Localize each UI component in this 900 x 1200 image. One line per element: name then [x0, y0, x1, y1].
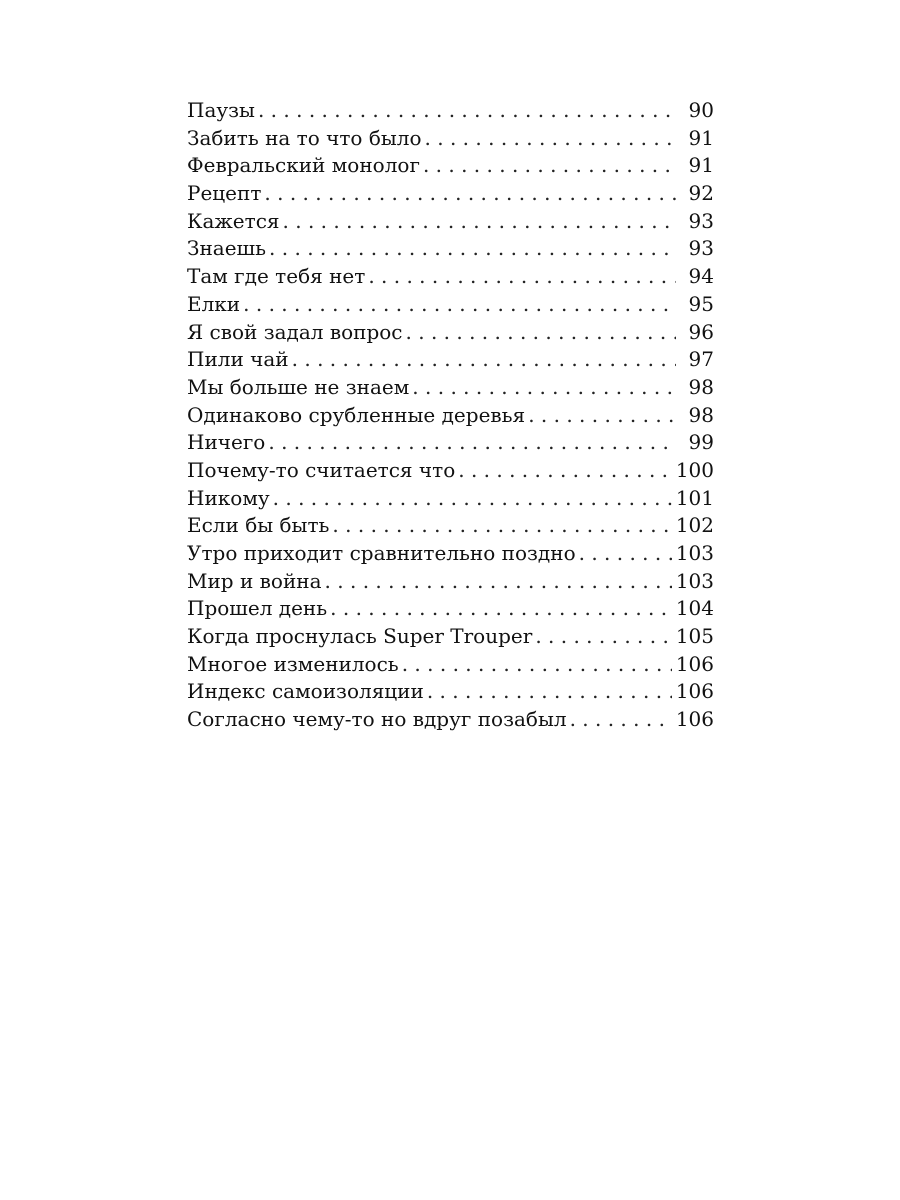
- dot-leader: [330, 595, 672, 623]
- toc-entry-title: Мы больше не знаем: [187, 374, 410, 399]
- toc-entry-page-number: 97: [688, 347, 714, 372]
- dot-leader: [425, 125, 676, 153]
- dot-leader: [258, 97, 676, 125]
- dot-leader: [406, 319, 676, 347]
- toc-entry-title: Мир и война: [187, 568, 322, 593]
- toc-entry-page-number: 104: [675, 596, 714, 621]
- dot-leader: [269, 235, 676, 263]
- toc-entry-title: Утро приходит сравнительно поздно: [187, 541, 576, 565]
- toc-entry-title: Многое изменилось: [187, 651, 399, 676]
- toc-entry-page-number: 101: [675, 485, 714, 510]
- toc-entry-title: Согласно чему-то но вдруг позабыл: [187, 707, 567, 732]
- toc-entry-page-number: 106: [675, 679, 714, 704]
- dot-leader: [268, 429, 676, 457]
- toc-entry-page-number: 91: [688, 125, 714, 150]
- toc-entry: [187, 651, 714, 679]
- toc-entry: [187, 374, 714, 402]
- toc-entry-title: Если бы быть: [187, 513, 330, 538]
- toc-entry: [187, 429, 714, 457]
- toc-entry-page-number: 93: [688, 208, 714, 233]
- toc-entry: [187, 623, 714, 651]
- toc-entry-title: Паузы: [187, 98, 255, 122]
- toc-entry: [187, 291, 714, 319]
- toc-entry: [187, 706, 714, 734]
- toc-entry-page-number: 106: [675, 651, 714, 676]
- toc-entry-title: Кажется: [187, 208, 280, 233]
- toc-entry-page-number: 91: [688, 153, 714, 178]
- toc-entry: [187, 568, 714, 596]
- dot-leader: [264, 180, 676, 208]
- toc-entry-title: Прошел день: [187, 596, 328, 621]
- toc-entry: [187, 263, 714, 291]
- toc-entry: [187, 208, 714, 236]
- toc-entry: [187, 235, 714, 263]
- toc-entry-page-number: 93: [688, 236, 714, 261]
- toc-entry-title: Пили чай: [187, 347, 289, 372]
- toc-entry-page-number: 105: [675, 624, 714, 649]
- toc-entry-page-number: 100: [675, 457, 714, 482]
- dot-leader: [402, 651, 672, 679]
- toc-entry-page-number: 95: [688, 291, 714, 316]
- toc-entry-title: Никому: [187, 485, 270, 510]
- dot-leader: [283, 208, 676, 236]
- table-of-contents: [187, 97, 714, 734]
- dot-leader: [332, 512, 671, 540]
- toc-entry-title: Почему-то считается что: [187, 457, 456, 482]
- toc-entry: [187, 97, 714, 125]
- toc-entry-page-number: 98: [688, 402, 714, 427]
- toc-entry-page-number: 92: [688, 181, 714, 206]
- toc-entry-page-number: 103: [675, 541, 714, 565]
- toc-entry-title: Я свой задал вопрос: [187, 319, 403, 344]
- dot-leader: [273, 485, 672, 513]
- dot-leader: [427, 678, 672, 706]
- toc-entry-title: Ничего: [187, 430, 266, 455]
- toc-entry-title: Елки: [187, 291, 241, 316]
- toc-entry-page-number: 96: [688, 319, 714, 344]
- toc-entry: [187, 457, 714, 485]
- dot-leader: [325, 568, 672, 596]
- toc-entry: [187, 319, 714, 347]
- toc-entry: [187, 402, 714, 430]
- toc-entry-title: Индекс самоизоляции: [187, 679, 424, 704]
- toc-entry: [187, 595, 714, 623]
- dot-leader: [528, 402, 676, 430]
- toc-entry-page-number: 103: [675, 568, 714, 593]
- toc-entry-page-number: 90: [688, 98, 714, 122]
- toc-entry-page-number: 102: [675, 513, 714, 538]
- toc-entry-page-number: 106: [675, 707, 714, 732]
- toc-entry: [187, 540, 714, 568]
- dot-leader: [412, 374, 676, 402]
- toc-entry: [187, 485, 714, 513]
- toc-entry-title: Когда проснулась Super Trouper: [187, 624, 533, 649]
- toc-entry: [187, 180, 714, 208]
- toc-entry-page-number: 98: [688, 374, 714, 399]
- toc-entry-page-number: 99: [688, 430, 714, 455]
- dot-leader: [458, 457, 672, 485]
- toc-entry: [187, 125, 714, 153]
- toc-entry-title: Забить на то что было: [187, 125, 422, 150]
- dot-leader: [570, 706, 672, 734]
- toc-entry: [187, 152, 714, 180]
- dot-leader: [535, 623, 672, 651]
- toc-entry-title: Там где тебя нет: [187, 264, 366, 289]
- toc-entry: [187, 346, 714, 374]
- toc-entry-title: Февральский монолог: [187, 153, 420, 178]
- dot-leader: [292, 346, 676, 374]
- toc-entry-title: Знаешь: [187, 236, 267, 261]
- dot-leader: [368, 263, 676, 291]
- dot-leader: [423, 152, 676, 180]
- toc-entry: [187, 678, 714, 706]
- toc-entry-page-number: 94: [688, 264, 714, 289]
- toc-entry-title: Одинаково срубленные деревья: [187, 402, 526, 427]
- dot-leader: [579, 540, 672, 568]
- toc-entry: [187, 512, 714, 540]
- toc-entry-title: Рецепт: [187, 181, 262, 206]
- dot-leader: [243, 291, 676, 319]
